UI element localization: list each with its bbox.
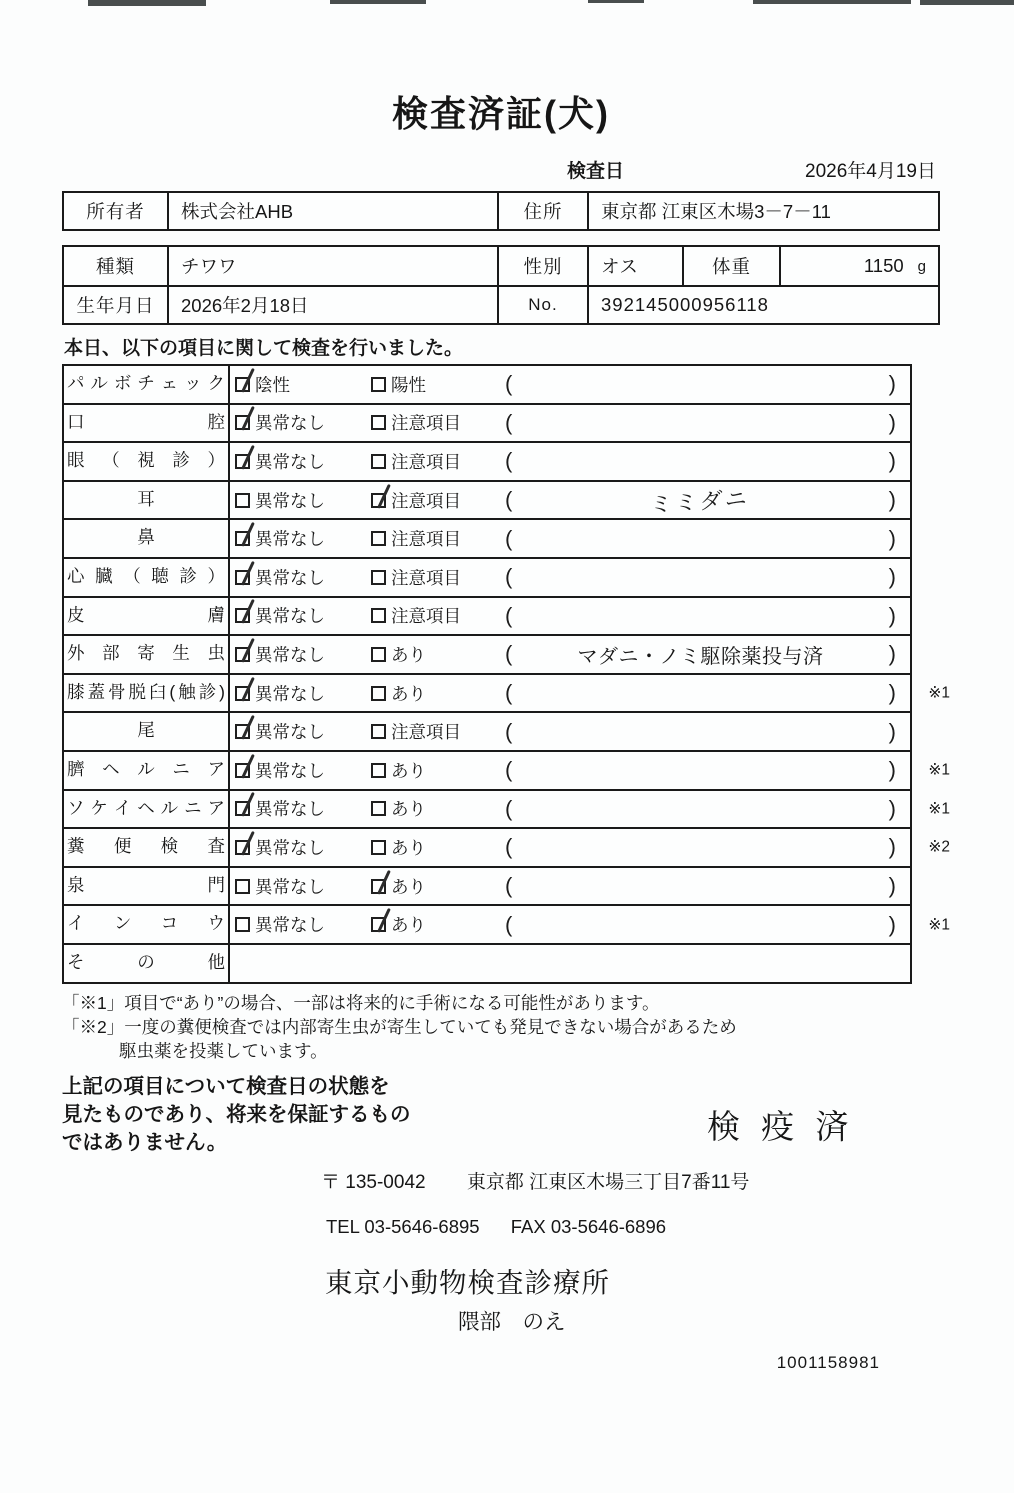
option1-label: 異常なし — [255, 876, 325, 897]
animal-table — [62, 245, 940, 325]
item-label: ソ ケ イ ヘ ル ニ ア — [64, 791, 230, 828]
checkbox-option1 — [235, 647, 250, 662]
option1-label: 異常なし — [255, 490, 325, 511]
paren-close: ) — [888, 371, 896, 397]
checkbox-tick — [241, 792, 254, 817]
checkbox-option2 — [371, 570, 386, 585]
paren-open: ( — [505, 602, 513, 628]
disclaimer-line-3: ではありません。 — [62, 1130, 228, 1154]
option2-label: 注意項目 — [391, 413, 461, 434]
clinic-name: 東京小動物検査診療所 — [325, 1266, 610, 1298]
clinic-contact-line — [62, 1216, 940, 1238]
paren-close: ) — [888, 641, 896, 667]
checkbox-option2 — [371, 724, 386, 739]
checkbox-tick — [241, 406, 254, 431]
checkbox-option2 — [371, 454, 386, 469]
breed-label: 種類 — [95, 256, 135, 277]
item-label: 泉 門 — [64, 868, 230, 905]
checkbox-option1 — [235, 377, 250, 392]
clinic-address-line — [62, 1167, 940, 1194]
item-note: マダニ・ノミ駆除薬投与済 — [577, 645, 824, 668]
paren-open: ( — [505, 834, 513, 860]
item-label: 心 臓 （ 聴 診 ） — [64, 559, 230, 596]
checkbox-tick — [241, 368, 254, 393]
paren-open: ( — [505, 487, 513, 513]
clinic-address: 東京都 江東区木場三丁目7番11号 — [466, 1171, 750, 1193]
inspection-table-row — [64, 866, 910, 905]
paren-open: ( — [505, 873, 513, 899]
footnote-2: 「※2」一度の糞便検査では内部寄生虫が寄生していても発見できない場合があるため — [62, 1016, 737, 1037]
inspection-table-row — [64, 557, 910, 596]
inspection-date-label: 検査日 — [567, 161, 625, 182]
item-label: そ の 他 — [64, 945, 230, 982]
birthdate-value: 2026年2月18日 — [167, 285, 497, 323]
checkbox-option1 — [235, 879, 250, 894]
paren-close: ) — [888, 525, 896, 551]
footnote-mark: ※2 — [928, 838, 950, 856]
checkbox-option2 — [371, 531, 386, 546]
paren-open: ( — [505, 795, 513, 821]
option2-label: 注意項目 — [391, 606, 461, 627]
checkbox-option1 — [235, 724, 250, 739]
disclaimer-line-2: 見たものであり、将来を保証するもの — [62, 1102, 411, 1126]
option1-label: 異常なし — [255, 837, 325, 858]
serial-number: 1001158981 — [776, 1352, 880, 1372]
paren-close: ) — [888, 409, 896, 435]
weight-label: 体重 — [682, 247, 779, 285]
inspection-table-row — [64, 480, 910, 519]
quarantine-stamp: 検 疫 済 — [707, 1107, 855, 1145]
intro-text: 本日、以下の項目に関して検査を行いました。 — [64, 338, 464, 359]
paren-open: ( — [505, 525, 513, 551]
option2-label: あり — [391, 683, 426, 704]
item-label: 尾 — [64, 713, 230, 750]
owner-label: 所有者 — [86, 201, 145, 222]
option1-label: 異常なし — [255, 722, 325, 743]
option2-label: あり — [391, 644, 426, 665]
checkbox-option1 — [235, 493, 250, 508]
option2-label: 注意項目 — [391, 529, 461, 550]
checkbox-tick — [377, 908, 390, 933]
paren-open: ( — [505, 641, 513, 667]
checkbox-tick — [241, 561, 254, 586]
examiner-name: 隈部 のえ — [458, 1309, 566, 1334]
clinic-tel: TEL 03-5646-6895 — [326, 1215, 480, 1237]
option1-label: 異常なし — [255, 799, 325, 820]
inspection-table-row — [64, 403, 910, 442]
inspection-table — [62, 364, 950, 984]
sex-label: 性別 — [497, 247, 587, 285]
checkbox-option2 — [371, 608, 386, 623]
inspection-table-row — [64, 904, 950, 943]
owner-table — [62, 191, 940, 231]
option1-label: 異常なし — [255, 915, 325, 936]
checkbox-option2 — [371, 840, 386, 855]
paren-close: ) — [888, 680, 896, 706]
option1-label: 異常なし — [255, 644, 325, 665]
footnote-mark: ※1 — [928, 761, 950, 779]
checkbox-option2 — [371, 377, 386, 392]
inspection-date-row — [62, 153, 940, 187]
checkbox-option1 — [235, 570, 250, 585]
address-value: 東京都 江東区木場3－7－11 — [587, 193, 938, 229]
paren-close: ) — [888, 911, 896, 937]
scan-artifact — [88, 0, 206, 6]
postal-code: 〒 135-0042 — [321, 1171, 426, 1193]
checkbox-tick — [241, 522, 254, 547]
item-note: ミミダニ — [649, 485, 752, 518]
option1-label: 陰性 — [255, 374, 290, 395]
inspection-table-row — [64, 441, 910, 480]
option1-label: 異常なし — [255, 760, 325, 781]
paren-close: ) — [888, 602, 896, 628]
option2-label: あり — [391, 876, 426, 897]
checkbox-tick — [241, 676, 254, 701]
inspection-table-row — [64, 789, 950, 828]
paren-open: ( — [505, 371, 513, 397]
option2-label: あり — [391, 915, 426, 936]
item-label: 鼻 — [64, 520, 230, 557]
option1-label: 異常なし — [255, 683, 325, 704]
address-label: 住所 — [497, 193, 587, 229]
inspection-table-row — [64, 634, 910, 673]
inspection-table-row — [64, 596, 910, 635]
checkbox-option1 — [235, 454, 250, 469]
paren-close: ) — [888, 834, 896, 860]
item-label: 耳 — [64, 482, 230, 519]
inspection-date-value: 2026年4月19日 — [805, 161, 936, 182]
inspection-table-row — [64, 711, 910, 750]
option2-label: あり — [391, 760, 426, 781]
checkbox-tick — [241, 638, 254, 663]
option2-label: あり — [391, 837, 426, 858]
breed-value: チワワ — [167, 247, 497, 285]
checkbox-option1 — [235, 686, 250, 701]
scan-artifact — [920, 0, 1014, 5]
checkbox-option1 — [235, 801, 250, 816]
paren-open: ( — [505, 564, 513, 590]
checkbox-option1 — [235, 763, 250, 778]
item-label: 口 腔 — [64, 405, 230, 442]
paren-close: ) — [888, 718, 896, 744]
item-label: 臍 ヘ ル ニ ア — [64, 752, 230, 789]
paren-open: ( — [505, 680, 513, 706]
no-label: No. — [497, 285, 587, 323]
footnote-mark: ※1 — [928, 916, 950, 934]
paren-open: ( — [505, 718, 513, 744]
paren-open: ( — [505, 409, 513, 435]
checkbox-tick — [241, 754, 254, 779]
item-label: 膝蓋骨脱臼(触診) — [64, 675, 230, 712]
option1-label: 異常なし — [255, 451, 325, 472]
no-value: 392145000956118 — [587, 285, 938, 323]
checkbox-option1 — [235, 917, 250, 932]
item-label: イ ン コ ウ — [64, 906, 230, 943]
checkbox-option1 — [235, 531, 250, 546]
option1-label: 異常なし — [255, 413, 325, 434]
item-label: 眼 （ 視 診 ） — [64, 443, 230, 480]
paren-open: ( — [505, 757, 513, 783]
option2-label: 注意項目 — [391, 722, 461, 743]
option1-label: 異常なし — [255, 529, 325, 550]
scan-artifact — [588, 0, 644, 3]
closing-section — [62, 1073, 940, 1159]
paren-close: ) — [888, 448, 896, 474]
inspection-table-row — [64, 943, 910, 982]
scan-artifact — [330, 0, 426, 4]
inspection-table-row — [64, 673, 950, 712]
footnotes — [62, 991, 940, 1063]
paren-close: ) — [888, 873, 896, 899]
checkbox-option1 — [235, 840, 250, 855]
checkbox-option2 — [371, 647, 386, 662]
paren-close: ) — [888, 795, 896, 821]
sex-value: オス — [587, 247, 682, 285]
checkbox-option2 — [371, 763, 386, 778]
footnote-mark: ※1 — [928, 684, 950, 702]
weight-unit: g — [917, 257, 926, 275]
checkbox-tick — [377, 483, 390, 508]
paren-close: ) — [888, 564, 896, 590]
item-label: 外 部 寄 生 虫 — [64, 636, 230, 673]
checkbox-option2 — [371, 686, 386, 701]
option2-label: あり — [391, 799, 426, 820]
checkbox-option2 — [371, 879, 386, 894]
paren-open: ( — [505, 911, 513, 937]
checkbox-tick — [241, 599, 254, 624]
disclaimer-line-1: 上記の項目について検査日の状態を — [62, 1074, 390, 1098]
item-label: 糞 便 検 査 — [64, 829, 230, 866]
weight-value-cell — [779, 247, 938, 285]
item-label: 皮 膚 — [64, 598, 230, 635]
inspection-table-row — [64, 827, 950, 866]
paren-open: ( — [505, 448, 513, 474]
scan-artifact — [753, 0, 911, 4]
inspection-table-row — [64, 518, 910, 557]
clinic-fax: FAX 03-5646-6896 — [510, 1215, 667, 1237]
option2-label: 注意項目 — [391, 451, 461, 472]
footnote-mark: ※1 — [928, 800, 950, 818]
document-title: 検査済証(犬) — [392, 93, 610, 134]
checkbox-tick — [241, 831, 254, 856]
inspection-table-row — [64, 750, 950, 789]
footnote-1: 「※1」項目で“あり”の場合、一部は将来的に手術になる可能性があります。 — [62, 992, 660, 1013]
paren-close: ) — [888, 487, 896, 513]
checkbox-option1 — [235, 415, 250, 430]
checkbox-option2 — [371, 493, 386, 508]
option1-label: 異常なし — [255, 567, 325, 588]
paren-close: ) — [888, 757, 896, 783]
checkbox-option2 — [371, 801, 386, 816]
checkbox-tick — [377, 869, 390, 894]
weight-value: 1150 — [863, 255, 904, 276]
checkbox-tick — [241, 445, 254, 470]
inspection-table-row — [64, 366, 910, 403]
owner-value: 株式会社AHB — [167, 193, 497, 229]
birthdate-label: 生年月日 — [64, 285, 167, 323]
option2-label: 注意項目 — [391, 490, 461, 511]
option2-label: 注意項目 — [391, 567, 461, 588]
item-label: パ ル ボ チ ェ ッ ク — [64, 366, 230, 403]
checkbox-option2 — [371, 415, 386, 430]
checkbox-option2 — [371, 917, 386, 932]
checkbox-tick — [241, 715, 254, 740]
footnote-2-continued: 駆虫薬を投薬しています。 — [119, 1040, 328, 1061]
option2-label: 陽性 — [391, 374, 426, 395]
checkbox-option1 — [235, 608, 250, 623]
option1-label: 異常なし — [255, 606, 325, 627]
